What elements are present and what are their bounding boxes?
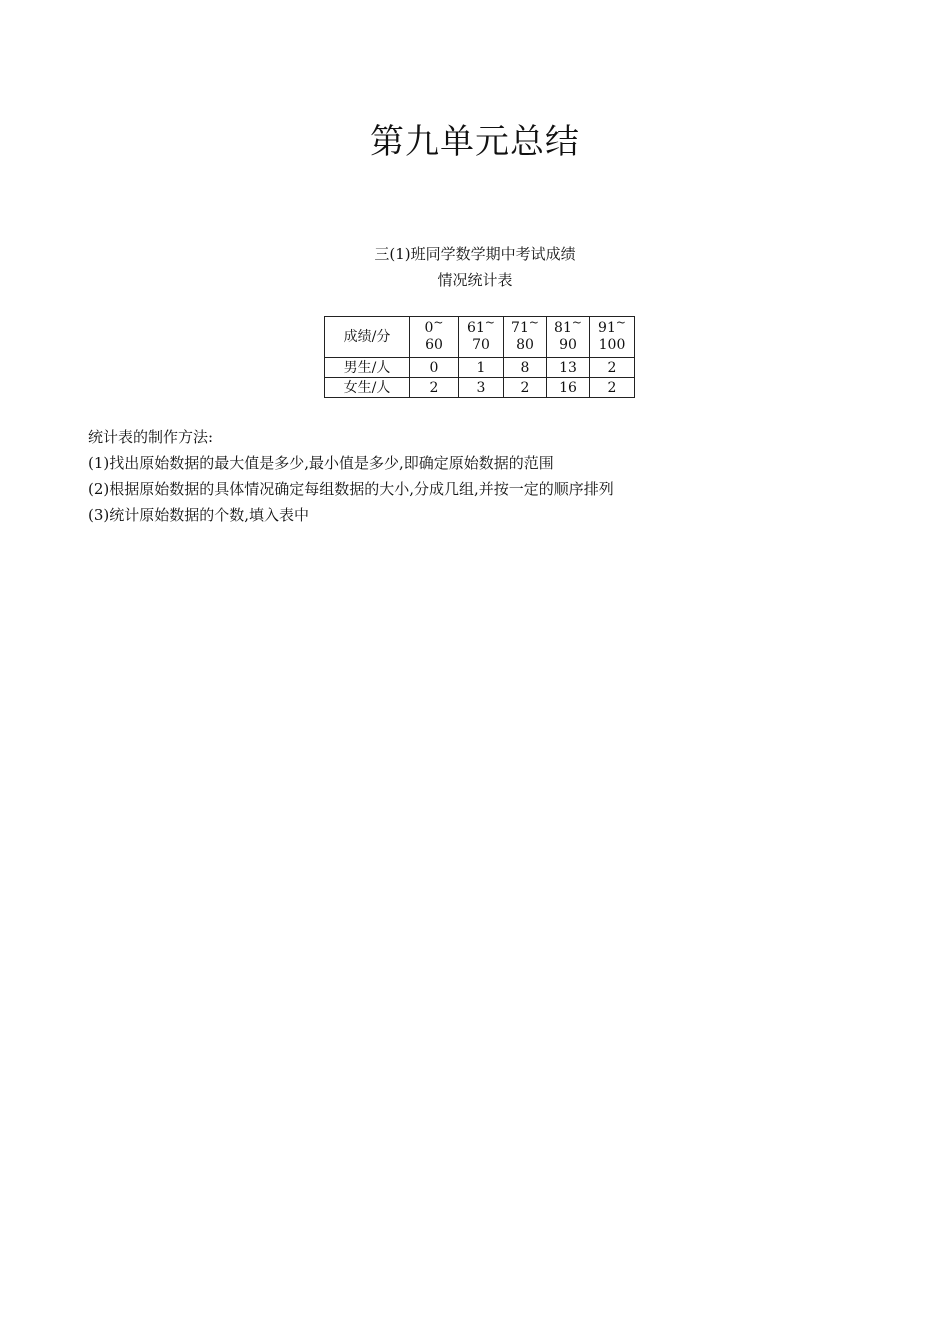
table-cell: 1: [459, 358, 504, 378]
range-high: 100: [598, 337, 626, 353]
table-row-boys: [325, 358, 635, 378]
table-cell: 16: [547, 378, 590, 398]
table-cell: 2: [504, 378, 547, 398]
table-cell: 8: [504, 358, 547, 378]
range-high: 90: [559, 337, 577, 353]
range-high: 60: [425, 337, 443, 353]
table-caption-line-1: 三(1)班同学数学期中考试成绩: [374, 245, 576, 263]
note-item-3: (3)统计原始数据的个数,填入表中: [88, 506, 310, 524]
notes-heading: 统计表的制作方法:: [88, 428, 214, 446]
range-81-90: [547, 317, 590, 358]
range-high: 70: [472, 337, 490, 353]
table-cell: 3: [459, 378, 504, 398]
row-label-boys: 男生/人: [325, 358, 410, 378]
table-cell: 2: [590, 378, 635, 398]
range-high: 80: [516, 337, 534, 353]
note-item-1: (1)找出原始数据的最大值是多少,最小值是多少,即确定原始数据的范围: [88, 454, 554, 472]
range-61-70: [459, 317, 504, 358]
row-label-girls: 女生/人: [325, 378, 410, 398]
table-cell: 0: [410, 358, 459, 378]
tilde-mark: ~: [571, 315, 582, 330]
range-low: 71: [511, 320, 529, 336]
page-title: 第九单元总结: [370, 122, 580, 162]
table-cell: 2: [410, 378, 459, 398]
table-cell: 2: [590, 358, 635, 378]
tilde-mark: ~: [433, 315, 444, 330]
tilde-mark: ~: [528, 315, 539, 330]
tilde-mark: ~: [615, 315, 626, 330]
method-notes: [88, 424, 888, 528]
note-item-2: (2)根据原始数据的具体情况确定每组数据的大小,分成几组,并按一定的顺序排列: [88, 480, 614, 498]
header-score-label: 成绩/分: [325, 317, 410, 358]
table-row-girls: [325, 378, 635, 398]
range-low: 91: [598, 320, 616, 336]
tilde-mark: ~: [484, 315, 495, 330]
table-cell: 13: [547, 358, 590, 378]
range-71-80: [504, 317, 547, 358]
score-statistics-table: [324, 316, 635, 398]
range-0-60: [410, 317, 459, 358]
table-header-row: [325, 317, 635, 358]
range-low: 81: [554, 320, 572, 336]
range-91-100: [590, 317, 635, 358]
range-low: 61: [467, 320, 485, 336]
table-caption-line-2: 情况统计表: [437, 271, 513, 289]
range-low: 0: [424, 320, 434, 336]
